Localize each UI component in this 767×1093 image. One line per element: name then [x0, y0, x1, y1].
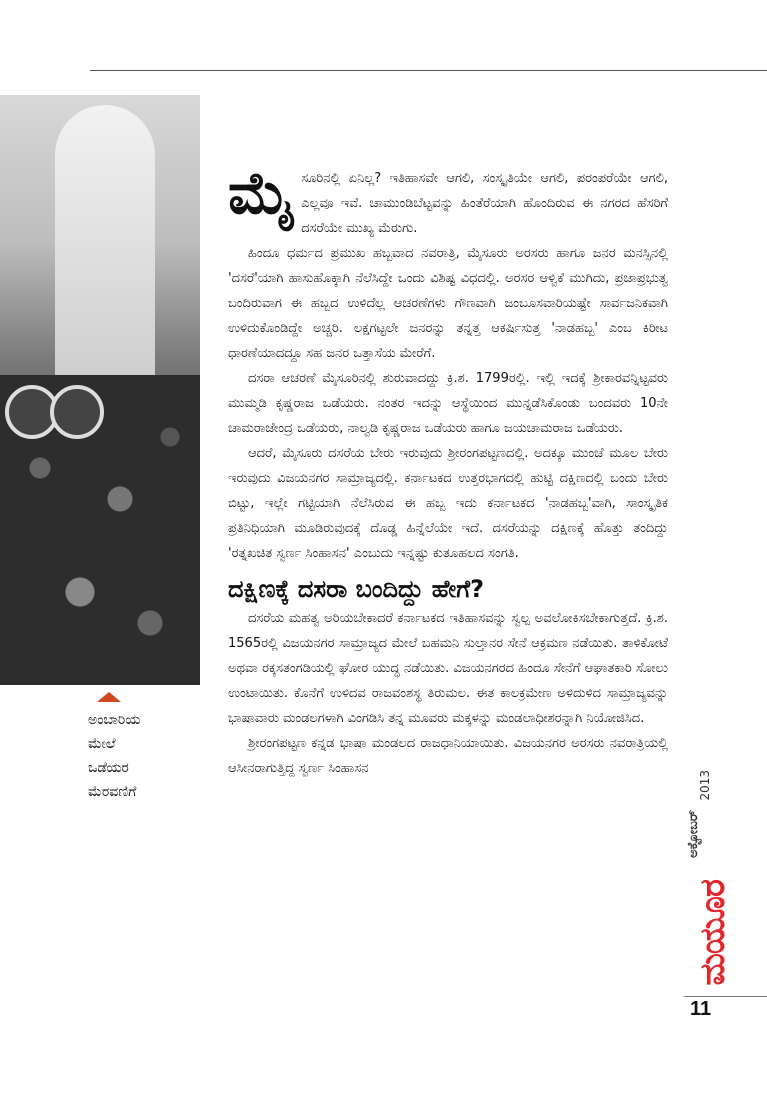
dasara-procession-photo [0, 95, 200, 685]
caption-line: ಮೆರವಣಿಗೆ [88, 784, 137, 800]
article-body [228, 159, 668, 781]
caption-line: ಅಂಬಾರಿಯ [88, 712, 141, 728]
paragraph-intro [228, 159, 668, 241]
caption-line: ಒಡೆಯರ [88, 760, 129, 776]
issue-year: 2013 [698, 770, 712, 801]
paragraph-text: ಸೂರಿನಲ್ಲಿ ಏನಿಲ್ಲ? ಇತಿಹಾಸವೇ ಆಗಲಿ, ಸಂಸ್ಕೃತಿಯೇ ಆಗಲಿ, ಪರಂಪರೆಯೇ ಆಗಲಿ, ಎಲ್ಲವೂ ಇವೆ. ಚಾಮುಂಡಿಬೆಟ್ಟವನ್ನು ಹಿಂತೆರೆಯಾಗಿ ಹೊಂದಿರುವ ಈ ನಗರದ ಹೆಸರಿಗೆ ದಸರೆಯೇ ಮುಖ್ಯ ಮೆರುಗು. [301, 171, 668, 236]
paragraph: ಆದರೆ, ಮೈಸೂರು ದಸರೆಯ ಬೇರು ಇರುವುದು ಶ್ರೀರಂಗಪಟ್ಟಣದಲ್ಲಿ. ಅದಕ್ಕೂ ಮುಂಚೆ ಮೂಲ ಬೇರು ಇರುವುದು ವಿಜಯನಗರ ಸಾಮ್ರಾಜ್ಯದಲ್ಲಿ. ಕರ್ನಾಟಕದ ಉತ್ತರಭಾಗದಲ್ಲಿ ಹುಟ್ಟಿ ದಕ್ಷಿಣದಲ್ಲಿ ಬಂದು ಬೇರು ಬಿಟ್ಟು, ಇಲ್ಲೇ ಗಟ್ಟಿಯಾಗಿ ನೆಲೆಸಿರುವ ಈ ಹಬ್ಬ ಇದು ಕರ್ನಾಟಕದ 'ನಾಡಹಬ್ಬ'ವಾಗಿ, ಸಾಂಸ್ಕೃತಿಕ ಪ್ರತಿನಿಧಿಯಾಗಿ ಮೂಡಿರುವುದಕ್ಕೆ ದೊಡ್ಡ ಹಿನ್ನೆಲೆಯೇ ಇದೆ. ದಸರೆಯನ್ನು ದಕ್ಷಿಣಕ್ಕೆ ಹೊತ್ತು ತಂದಿದ್ದು 'ರತ್ನಖಚಿತ ಸ್ವರ್ಣ ಸಿಂಹಾಸನ' ಎಂಬುದು ಇನ್ನಷ್ಟು ಕುತೂಹಲದ ಸಂಗತಿ. [228, 446, 668, 561]
section-heading: ದಕ್ಷಿಣಕ್ಕೆ ದಸರಾ ಬಂದಿದ್ದು ಹೇಗೆ? [228, 575, 485, 603]
page-number: 11 [690, 998, 712, 1020]
page-number-rule [684, 996, 767, 997]
caption-marker-icon [97, 692, 121, 702]
paragraph: ದಸರೆಯ ಮಹತ್ವ ಅರಿಯಬೇಕಾದರೆ ಕರ್ನಾಟಕದ ಇತಿಹಾಸವನ್ನು ಸ್ವಲ್ಪ ಅವಲೋಕಿಸಬೇಕಾಗುತ್ತದೆ. ಕ್ರಿ.ಶ. 1565ರಲ್ಲಿ ವಿಜಯನಗರ ಸಾಮ್ರಾಜ್ಯದ ಮೇಲೆ ಬಹಮನಿ ಸುಲ್ತಾನರ ಸೇನೆ ಆಕ್ರಮಣ ನಡೆಯಿತು. ತಾಳಿಕೋಟೆ ಅಥವಾ ರಕ್ಕಸತಂಗಡಿಯಲ್ಲಿ ಘೋರ ಯುದ್ಧ ನಡೆಯಿತು. ವಿಜಯನಗರದ ಹಿಂದೂ ಸೇನೆಗೆ ಆಘಾತಕಾರಿ ಸೋಲು ಉಂಟಾಯಿತು. ಕೊನೆಗೆ ಉಳಿದವ ರಾಜವಂಶಸ್ಥ ತಿರುಮಲ. ಈತ ಕಾಲಕ್ರಮೇಣ ಅಳಿದುಳಿದ ಸಾಮ್ರಾಜ್ಯವನ್ನು ಭಾಷಾವಾರು ಮಂಡಲಗಳಾಗಿ ವಿಂಗಡಿಸಿ ತನ್ನ ಮೂವರು ಮಕ್ಕಳನ್ನು ಮಂಡಲಾಧೀಶರನ್ನಾಗಿ ನಿಯೋಜಿಸಿದ. [228, 611, 668, 726]
palace-tower [55, 105, 155, 375]
top-rule [90, 70, 767, 71]
parasol-right [50, 385, 104, 439]
drop-cap: ಮೈ [228, 159, 296, 227]
caption-line: ಮೇಲೆ [88, 736, 116, 752]
photo-caption [88, 708, 208, 804]
magazine-brand: ಮಯೂರ [693, 880, 733, 986]
paragraph: ಶ್ರೀರಂಗಪಟ್ಟಣ ಕನ್ನಡ ಭಾಷಾ ಮಂಡಲದ ರಾಜಧಾನಿಯಾಯಿತು. ವಿಜಯನಗರ ಅರಸರು ನವರಾತ್ರಿಯಲ್ಲಿ ಆಸೀನರಾಗುತ್ತಿದ್ದ ಸ್ವರ್ಣ ಸಿಂಹಾಸನ [228, 736, 668, 776]
paragraph: ಹಿಂದೂ ಧರ್ಮದ ಪ್ರಮುಖ ಹಬ್ಬವಾದ ನವರಾತ್ರಿ, ಮೈಸೂರು ಅರಸರು ಹಾಗೂ ಜನರ ಮನಸ್ಸಿನಲ್ಲಿ 'ದಸರೆ'ಯಾಗಿ ಹಾಸುಹೊಕ್ಕಾಗಿ ನೆಲೆಸಿದ್ದೇ ಒಂದು ವಿಶಿಷ್ಟ ವಿಧದಲ್ಲಿ. ಅರಸರ ಆಳ್ವಿಕೆ ಮುಗಿದು, ಪ್ರಜಾಪ್ರಭುತ್ವ ಬಂದಿರುವಾಗ ಈ ಹಬ್ಬದ ಉಳಿದೆಲ್ಲ ಆಚರಣೆಗಳು ಗೌಣವಾಗಿ ಜಂಬೂಸವಾರಿಯಷ್ಟೇ ಸಾರ್ವಜನಿಕವಾಗಿ ಉಳಿದುಕೊಂಡಿದ್ದೇ ಅಚ್ಚರಿ. ಲಕ್ಷಗಟ್ಟಲೇ ಜನರನ್ನು ತನ್ನತ್ತ ಆಕರ್ಷಿಸುತ್ತ 'ನಾಡಹಬ್ಬ' ಎಂಬ ಕಿರೀಟ ಧಾರಣೆಯಾದದ್ದೂ ಸಹ ಜನರ ಒತ್ತಾಸೆಯ ಮೇರೆಗೆ. [228, 246, 668, 361]
paragraph: ದಸರಾ ಆಚರಣೆ ಮೈಸೂರಿನಲ್ಲಿ ಶುರುವಾದದ್ದು ಕ್ರಿ.ಶ. 1799ರಲ್ಲಿ. ಇಲ್ಲಿ ಇದಕ್ಕೆ ಶ್ರೀಕಾರವನ್ನಿಟ್ಟವರು ಮುಮ್ಮಡಿ ಕೃಷ್ಣರಾಜ ಒಡೆಯರು. ನಂತರ ಇದನ್ನು ಆಸ್ಥೆಯಿಂದ ಮುನ್ನಡೆಸಿಕೊಂಡು ಬಂದವರು 10ನೇ ಚಾಮರಾಜೇಂದ್ರ ಒಡೆಯರು, ನಾಲ್ವಡಿ ಕೃಷ್ಣರಾಜ ಒಡೆಯರು ಹಾಗೂ ಜಯಚಾಮರಾಜ ಒಡೆಯರು. [228, 371, 668, 436]
issue-month: ಅಕ್ಟೋಬರ್ [686, 810, 701, 858]
